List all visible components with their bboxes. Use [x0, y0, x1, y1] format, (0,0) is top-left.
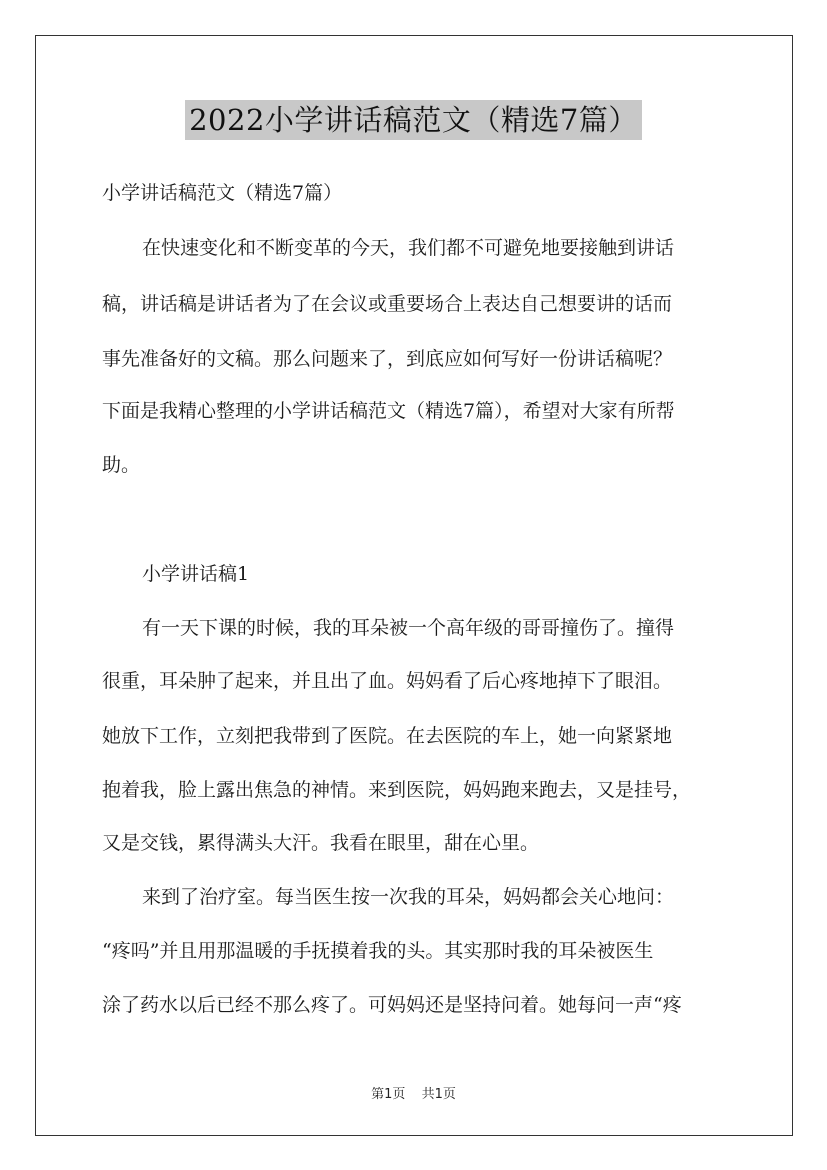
paragraph-line: 有一天下课的时候，我的耳朵被一个高年级的哥哥撞伤了。撞得 — [142, 617, 675, 639]
paragraph-line: 很重，耳朵肿了起来，并且出了血。妈妈看了后心疼地掉下了眼泪。 — [102, 670, 673, 692]
paragraph-line: 涂了药水以后已经不那么疼了。可妈妈还是坚持问着。她每问一声“疼 — [102, 994, 682, 1016]
paragraph-line: 她放下工作，立刻把我带到了医院。在去医院的车上，她一向紧紧地 — [102, 725, 673, 747]
intro-line: 下面是我精心整理的小学讲话稿范文（精选7篇），希望对大家有所帮 — [102, 400, 675, 422]
title-container — [0, 100, 827, 140]
paragraph-line: 抱着我，脸上露出焦急的神情。来到医院，妈妈跑来跑去，又是挂号， — [102, 779, 692, 801]
page-number: 第1页 — [371, 1087, 406, 1102]
paragraph-line: 又是交钱，累得满头大汗。我看在眼里，甜在心里。 — [102, 832, 540, 854]
paragraph-line: 来到了治疗室。每当医生按一次我的耳朵，妈妈都会关心地问： — [142, 886, 675, 908]
document-title: 2022小学讲话稿范文（精选7篇） — [185, 100, 642, 140]
intro-line: 事先准备好的文稿。那么问题来了，到底应如何写好一份讲话稿呢？ — [102, 348, 673, 370]
page-total: 共1页 — [421, 1087, 456, 1102]
intro-line: 助。 — [102, 454, 141, 476]
intro-line: 在快速变化和不断变革的今天，我们都不可避免地要接触到讲话 — [142, 237, 675, 259]
intro-line: 稿，讲话稿是讲话者为了在会议或重要场合上表达自己想要讲的话而 — [102, 293, 673, 315]
page-footer — [0, 1083, 827, 1102]
document-subtitle: 小学讲话稿范文（精选7篇） — [102, 182, 343, 204]
paragraph-line: “疼吗”并且用那温暖的手抚摸着我的头。其实那时我的耳朵被医生 — [102, 940, 654, 962]
section-heading: 小学讲话稿1 — [142, 563, 250, 585]
